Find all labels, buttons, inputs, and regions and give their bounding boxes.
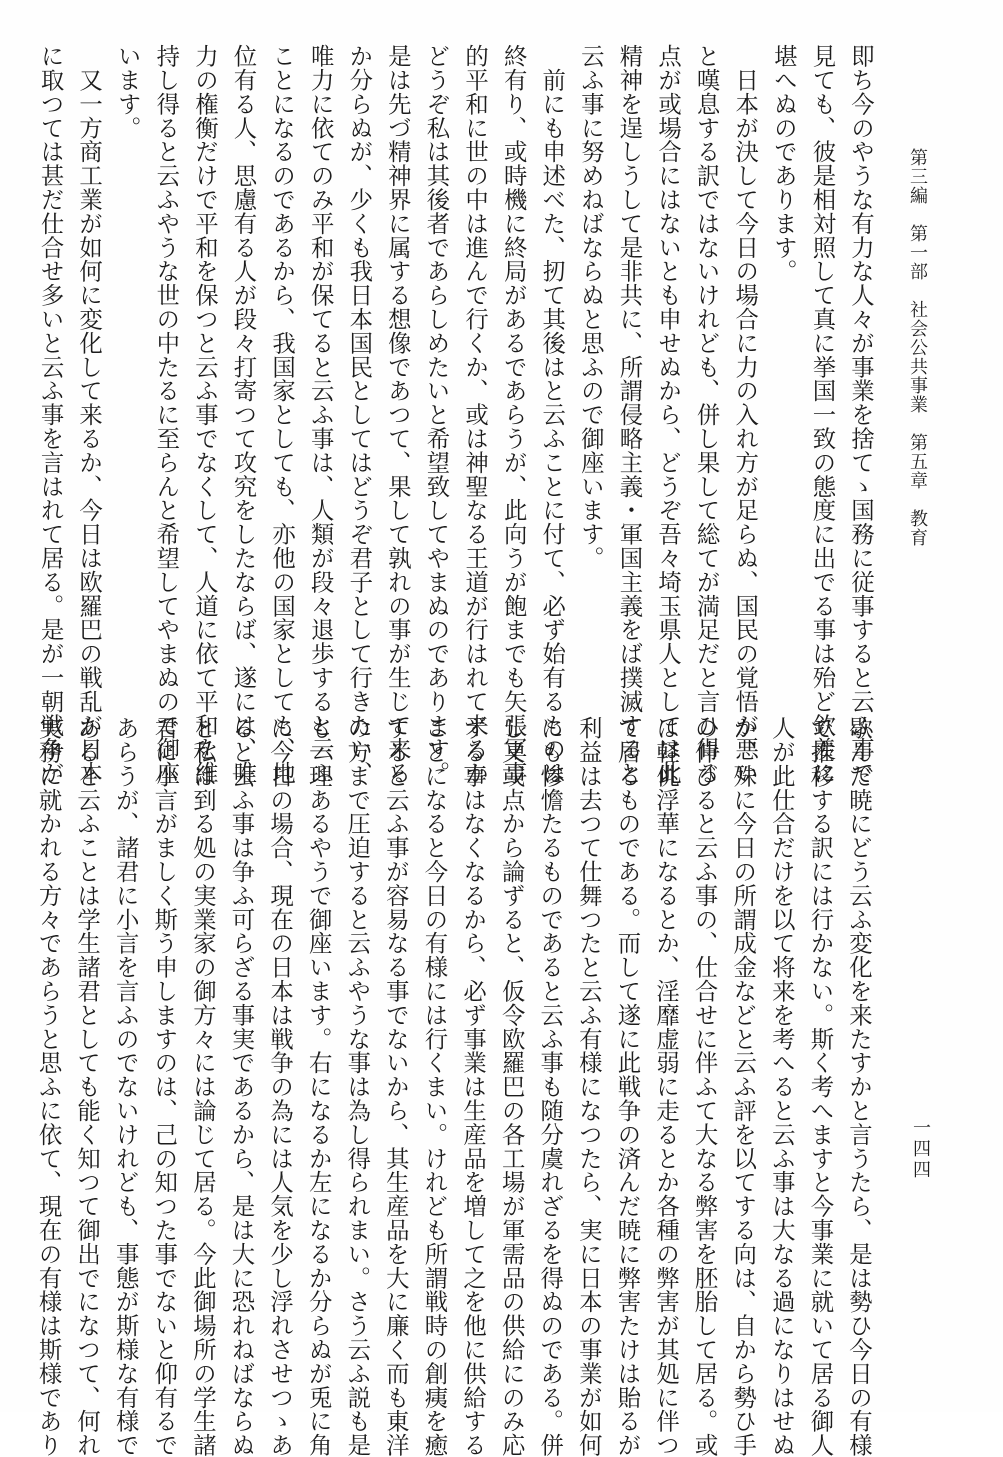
text-line: と嘆息する訳ではないけれども、併し果して総てが満足だと言ひ得る (692, 44, 721, 785)
page-number: 一四四 (910, 1118, 931, 1181)
text-line: て居るものである。而して遂に此戦争の済んだ暁に弊害たけは貽るが (613, 716, 642, 1457)
text-line: 是は先づ精神界に属する想像であつて、果して孰れの事が生じて来る (383, 44, 412, 785)
text-line: 堪へぬのであります。 (769, 44, 798, 283)
text-line: あらうが、諸君に小言を言ふのでないけれども、事態が斯様な有様で (111, 716, 140, 1457)
text-line: と私は到る処の実業家の御方々には論じて居る。今此御場所の学生諸 (188, 716, 217, 1457)
lower-text-block (34, 716, 878, 1457)
text-line: で推移する訳には行かない。斯く考へますと今事業に就いて居る御人 (806, 716, 835, 1457)
text-line: 点が或場合にはないとも申せぬから、どうぞ吾々埼玉県人としては此 (654, 44, 683, 785)
text-line: あると云ふことは学生諸君としても能く知つて御出でになつて、何れ (73, 716, 102, 1457)
text-line: 実務に就かれる方々であらうと思ふに依て、現在の有様は斯様であり (34, 716, 63, 1457)
text-line: は軽佻浮華になるとか、淫靡虚弱に走るとか各種の弊害が其処に伴つ (652, 716, 681, 1457)
text-line: ずる事はなくなるから、必ず事業は生産品を増して之を他に供給する (459, 716, 488, 1457)
text-line: 的平和に世の中は進んで行くか、或は神聖なる王道が行はれて来るか (461, 44, 490, 785)
text-line: 又一方商工業が如何に変化して来るか、今日は欧羅巴の戦乱が日本 (75, 44, 104, 785)
text-line: 君に小言がましく斯う申しますのは、己の知つた事でないと仰有るで (150, 716, 179, 1457)
text-line: ことになるのであるから、我国家としても、亦他の国家としても、地 (268, 44, 297, 785)
text-line: 精神を逞しうして是非共に、所謂侵略主義・軍国主義をば撲滅すると (615, 44, 644, 785)
upper-text-block (36, 44, 880, 785)
text-line: ことになると今日の有様には行くまい。けれども所謂戦時の創痍を癒 (420, 716, 449, 1457)
text-line: 唯力に依てのみ平和が保てると云ふ事は、人類が段々退歩すると云ふ (306, 44, 335, 785)
text-line: 持し得ると云ふやうな世の中たるに至らんと希望してやまぬので御座 (152, 44, 181, 785)
text-line: の伸びると云ふ事の、仕合せに伴ふて大なる弊害を胚胎して居る。或 (690, 716, 719, 1457)
text-line: し又或点から論ずると、仮令欧羅巴の各工場が軍需品の供給にのみ応 (497, 716, 526, 1457)
text-line: どうぞ私は其後者であらしめたいと希望致してやまぬのであります。 (422, 44, 451, 785)
text-line: 終有り、或時機に終局があるであらうが、此向うが飽までも矢張軍事 (499, 44, 528, 785)
text-line: に取つては甚だ仕合せ多いと云ふ事を言はれて居る。是が一朝戦争が (36, 44, 65, 785)
text-line: 日本が決して今日の場合に力の入れ方が足らぬ、国民の覚悟が悪い (731, 44, 760, 785)
text-line: ると云ふ事は争ふ可らざる事実であるから、是は大に恐れねばならぬ (227, 716, 256, 1457)
text-line: 力の権衡だけで平和を保つと云ふ事でなくして、人道に依て平和を維 (190, 44, 219, 785)
text-line: に今日の場合、現在の日本は戦争の為には人気を少し浮れさせつゝあ (266, 716, 295, 1457)
text-line: 見ても、彼是相対照して真に挙国一致の態度に出でる事は殆ど欽羨に (808, 44, 837, 785)
running-head: 第三編 第一部 社会公共事業 第五章 教育 (907, 148, 928, 547)
text-line: 前にも申述べた、扨て其後はと云ふことに付て、必ず始有るものは (538, 44, 567, 785)
text-line: の方まで圧迫すると云ふやうな事は為し得られまい。さう云ふ説も是 (343, 716, 372, 1457)
text-line: すると云ふ事が容易なる事でないから、其生産品を大に廉く而も東洋 (381, 716, 410, 1457)
text-line: 歇んだ暁にどう云ふ変化を来たすかと言うたら、是は勢ひ今日の有様 (845, 716, 873, 1457)
text-line: か、殊に今日の所謂成金などと云ふ評を以てする向は、自から勢ひ手 (729, 716, 758, 1457)
text-line: 人が此仕合だけを以て将来を考へると云ふ事は大なる過になりはせぬ (767, 716, 796, 1457)
text-line: います。 (113, 44, 142, 140)
text-line: 即ち今のやうな有力な人々が事業を捨てゝ国務に従事すると云ふ事で (847, 44, 875, 785)
text-line: も一理あるやうで御座います。右になるか左になるか分らぬが兎に角 (304, 716, 333, 1457)
text-line: 位有る人、思慮有る人が段々打寄つて攻究をしたならば、遂には、唯 (229, 44, 258, 785)
text-line: にも惨憺たるものであると云ふ事も随分虞れざるを得ぬのである。併 (536, 716, 565, 1457)
text-line: 利益は去つて仕舞つたと云ふ有様になつたら、実に日本の事業が如何 (574, 716, 603, 1457)
text-line: 云ふ事に努めねばならぬと思ふので御座います。 (576, 44, 605, 570)
text-line: か分らぬが、少くも我日本国民としてはどうぞ君子として行きたい、 (345, 44, 374, 785)
